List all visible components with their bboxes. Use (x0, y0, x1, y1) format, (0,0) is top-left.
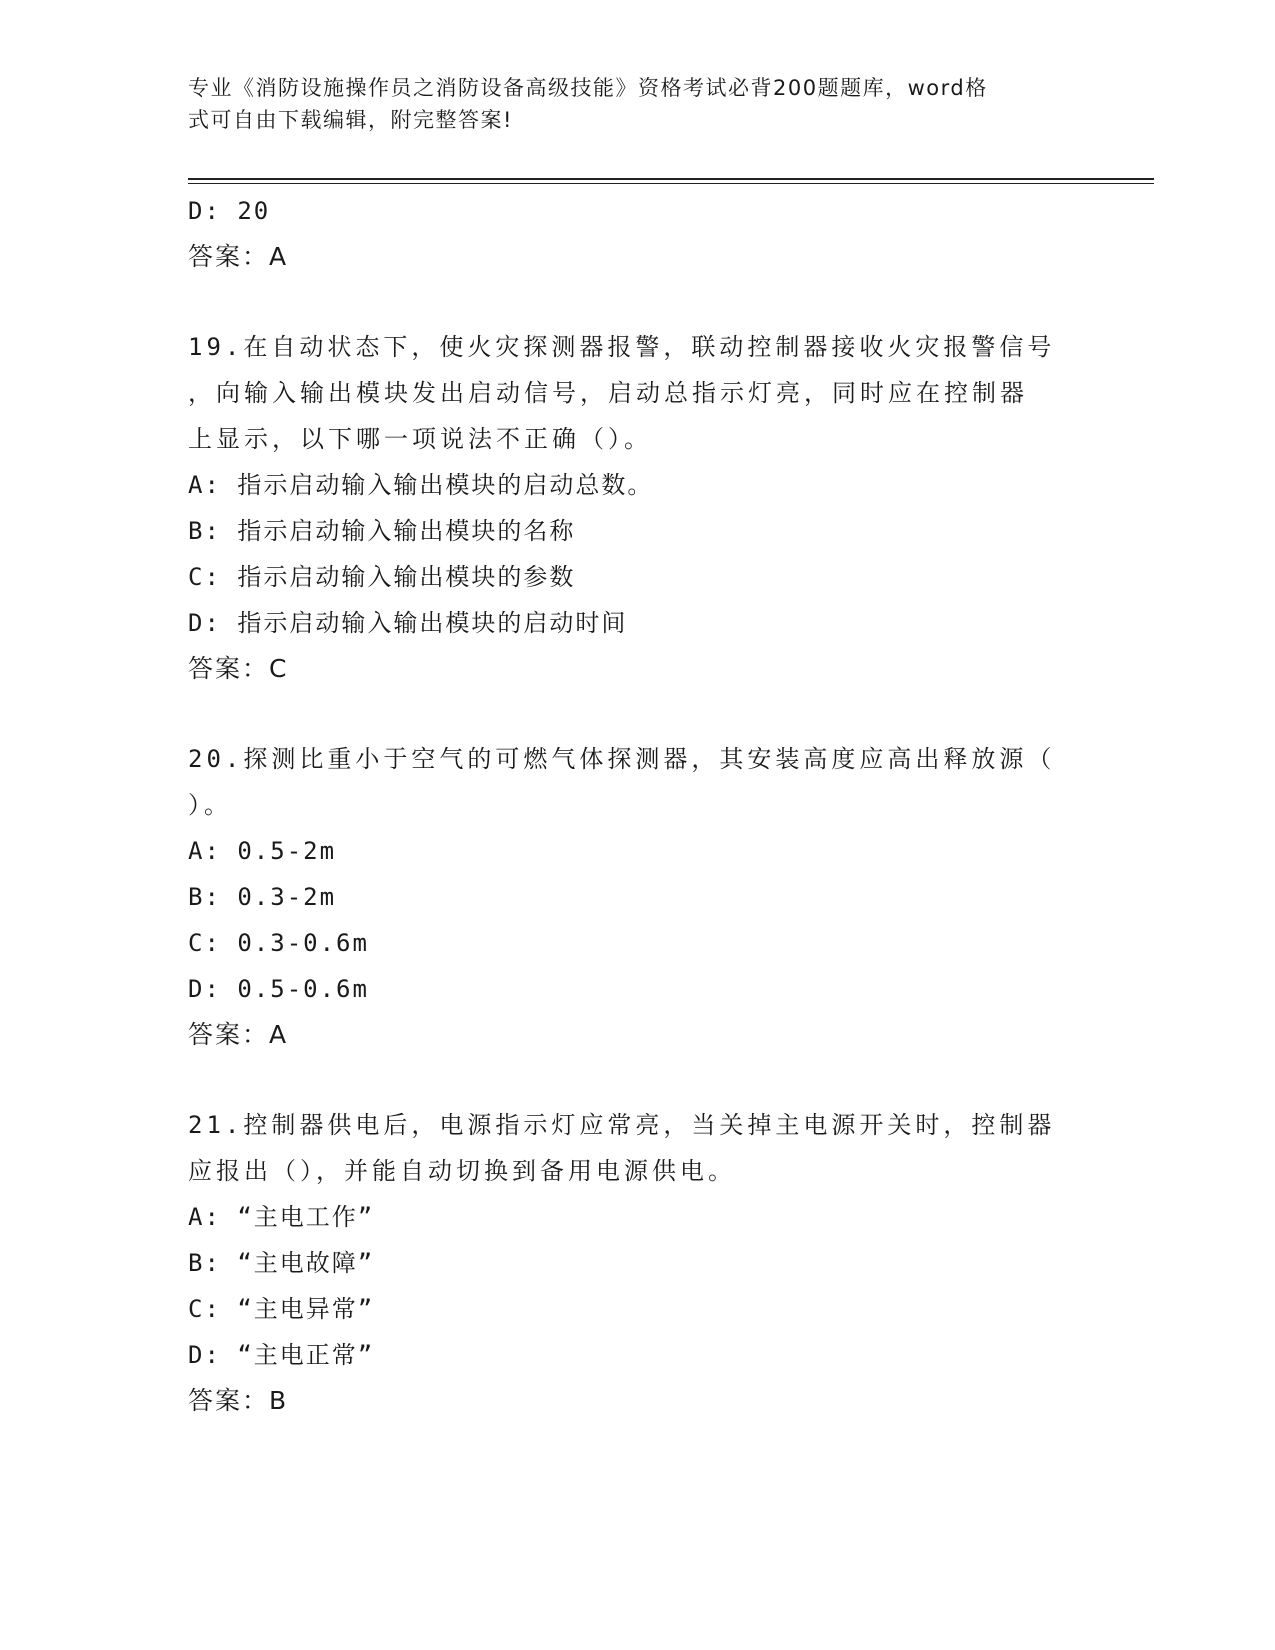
option-a: A: 指示启动输入输出模块的启动总数。 (188, 471, 654, 499)
question-text-line: ）。 (188, 791, 232, 819)
option-c: C: “主电异常” (188, 1295, 375, 1323)
answer-line: 答案：A (188, 1020, 289, 1049)
header-divider (188, 178, 1154, 180)
question-content (188, 188, 1088, 1424)
question-text-line: 20.探测比重小于空气的可燃气体探测器，其安装高度应高出释放源（ (188, 745, 1056, 773)
answer-line: 答案：A (188, 242, 289, 271)
question-text-line: 上显示，以下哪一项说法不正确（）。 (188, 425, 652, 453)
option-b: B: 指示启动输入输出模块的名称 (188, 517, 576, 545)
option-b: B: 0.3-2m (188, 883, 337, 911)
question-text (188, 736, 1088, 828)
header-line-1: 专业《消防设施操作员之消防设备高级技能》资格考试必背200题题库，word格 (188, 76, 988, 100)
question-text (188, 324, 1088, 462)
option-a: A: 0.5-2m (188, 837, 337, 865)
option-c: C: 指示启动输入输出模块的参数 (188, 563, 576, 591)
question-20 (188, 736, 1088, 1058)
question-text-line: 21.控制器供电后，电源指示灯应常亮，当关掉主电源开关时，控制器 (188, 1111, 1056, 1139)
option-d: D: “主电正常” (188, 1341, 375, 1369)
option-d: D: 指示启动输入输出模块的启动时间 (188, 609, 628, 637)
option-b: B: “主电故障” (188, 1249, 375, 1277)
question-text-line: ，向输入输出模块发出启动信号，启动总指示灯亮，同时应在控制器 (188, 379, 1028, 407)
answer-line: 答案：B (188, 1386, 289, 1415)
option-d: D: 0.5-0.6m (188, 975, 369, 1003)
answer-line: 答案：C (188, 654, 289, 683)
previous-question-tail (188, 188, 1088, 280)
question-text-line: 19.在自动状态下，使火灾探测器报警，联动控制器接收火灾报警信号 (188, 333, 1056, 361)
header-divider-thin (188, 183, 1154, 184)
option-d: D: 20 (188, 197, 271, 225)
header-line-2: 式可自由下载编辑，附完整答案! (188, 108, 513, 132)
option-c: C: 0.3-0.6m (188, 929, 369, 957)
question-19 (188, 324, 1088, 692)
option-a: A: “主电工作” (188, 1203, 375, 1231)
question-21 (188, 1102, 1088, 1424)
page-header (188, 72, 1088, 136)
question-text (188, 1102, 1088, 1194)
question-text-line: 应报出（），并能自动切换到备用电源供电。 (188, 1157, 736, 1185)
